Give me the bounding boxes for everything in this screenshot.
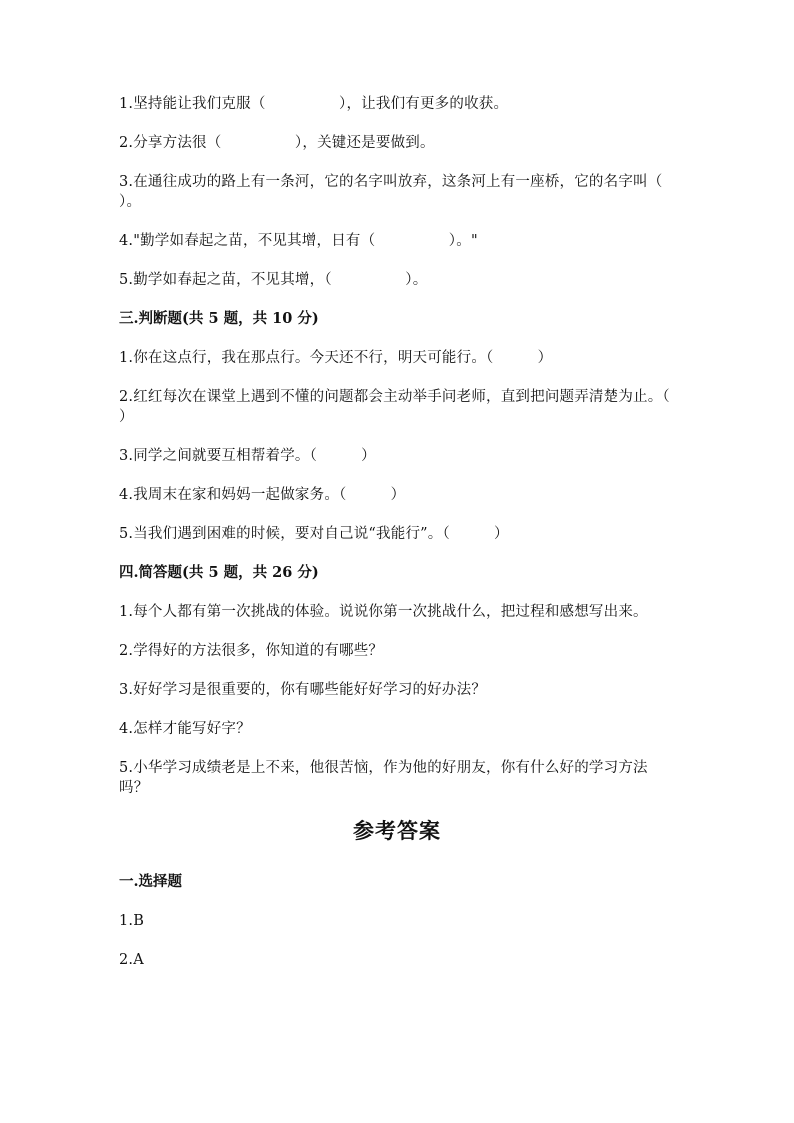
answer-key-title: 参考答案	[353, 818, 441, 843]
short-answer-list	[119, 602, 675, 798]
fill-blank-question: 2.分享方法很（ ），关键还是要做到。	[119, 135, 435, 151]
short-answer-question: 1.每个人都有第一次挑战的体验。说说你第一次挑战什么，把过程和感想写出来。	[119, 604, 648, 620]
short-answer-question: 3.好好学习是很重要的，你有哪些能好好学习的好办法？	[119, 682, 487, 698]
fill-blank-question: 5.勤学如春起之苗，不见其增，（ ）。	[119, 272, 428, 288]
fill-blank-list	[119, 94, 736, 290]
section-heading-true-false: 三.判断题(共 5 题，共 10 分)	[119, 310, 319, 327]
short-answer-question: 5.小华学习成绩老是上不来，他很苦恼，作为他的好朋友，你有什么好的学习方法吗？	[119, 760, 648, 796]
fill-blank-question: 4."勤学如春起之苗，不见其增，日有（ ）。"	[119, 233, 478, 249]
true-false-question: 1.你在这点行，我在那点行。今天还不行，明天可能行。（ ）	[119, 350, 553, 366]
document-content	[119, 94, 736, 989]
true-false-question: 3.同学之间就要互相帮着学。（ ）	[119, 448, 376, 464]
answer-item: 2.A	[119, 952, 144, 968]
answer-item: 1.B	[119, 913, 145, 929]
true-false-question: 4.我周末在家和妈妈一起做家务。（ ）	[119, 487, 406, 503]
answer-list	[119, 911, 675, 970]
short-answer-question: 4.怎样才能写好字？	[119, 721, 251, 737]
true-false-question: 2.红红每次在课堂上遇到不懂的问题都会主动举手问老师，直到把问题弄清楚为止。（ ）	[119, 389, 714, 425]
fill-blank-question: 1.坚持能让我们克服（ ），让我们有更多的收获。	[119, 96, 509, 112]
fill-blank-question: 3.在通往成功的路上有一条河，它的名字叫放弃，这条河上有一座桥，它的名字叫（ ）。	[119, 174, 736, 210]
true-false-list	[119, 348, 714, 544]
answer-section-heading: 一.选择题	[119, 873, 183, 890]
section-heading-short-answer: 四.简答题(共 5 题，共 26 分)	[119, 564, 319, 581]
short-answer-question: 2.学得好的方法很多，你知道的有哪些？	[119, 643, 384, 659]
true-false-question: 5.当我们遇到困难的时候，要对自己说“我能行”。（ ）	[119, 526, 509, 542]
